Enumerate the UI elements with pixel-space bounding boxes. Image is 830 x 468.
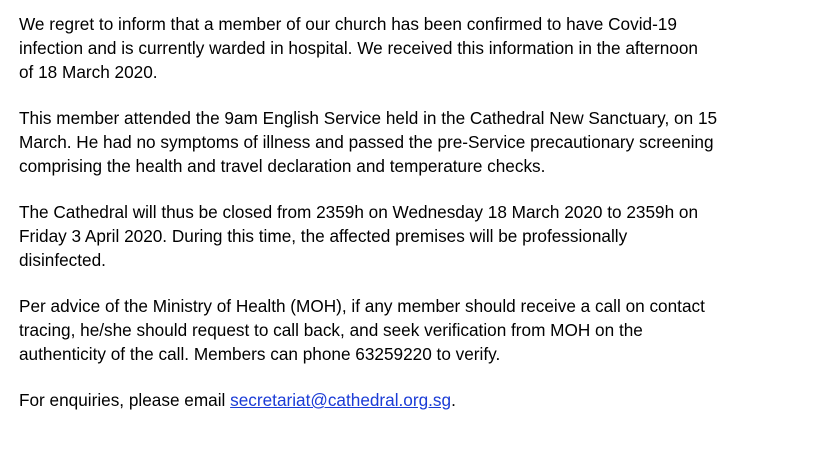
text-line: tracing, he/she should request to call back, and seek verification from MOH on the bbox=[19, 320, 643, 340]
text-line: disinfected. bbox=[19, 250, 106, 270]
text-line: comprising the health and travel declaration and temperature checks. bbox=[19, 156, 546, 176]
paragraph-moh-advice bbox=[19, 294, 830, 366]
paragraph-enquiries bbox=[19, 388, 830, 412]
email-link[interactable]: secretariat@cathedral.org.sg bbox=[230, 390, 452, 410]
paragraph-closure bbox=[19, 200, 830, 272]
text-line: infection and is currently warded in hospital. We received this information in the afternoon bbox=[19, 38, 698, 58]
enquiries-prefix: For enquiries, please email bbox=[19, 390, 231, 410]
enquiries-suffix: . bbox=[451, 390, 456, 410]
text-line: Friday 3 April 2020. During this time, the affected premises will be professionally bbox=[19, 226, 628, 246]
text-line: of 18 March 2020. bbox=[19, 62, 158, 82]
text-line: The Cathedral will thus be closed from 2359h on Wednesday 18 March 2020 to 2359h on bbox=[19, 202, 699, 222]
text-line: Per advice of the Ministry of Health (MOH), if any member should receive a call on contact bbox=[19, 296, 705, 316]
paragraph-service-attendance bbox=[19, 106, 830, 178]
text-line: We regret to inform that a member of our church has been confirmed to have Covid-19 bbox=[19, 14, 677, 34]
text-line: This member attended the 9am English Service held in the Cathedral New Sanctuary, on 15 bbox=[19, 108, 718, 128]
text-line bbox=[19, 388, 830, 412]
text-line: March. He had no symptoms of illness and passed the pre-Service precautionary screening bbox=[19, 132, 714, 152]
text-line: authenticity of the call. Members can phone 63259220 to verify. bbox=[19, 344, 501, 364]
paragraph-infection-notice bbox=[19, 12, 830, 84]
